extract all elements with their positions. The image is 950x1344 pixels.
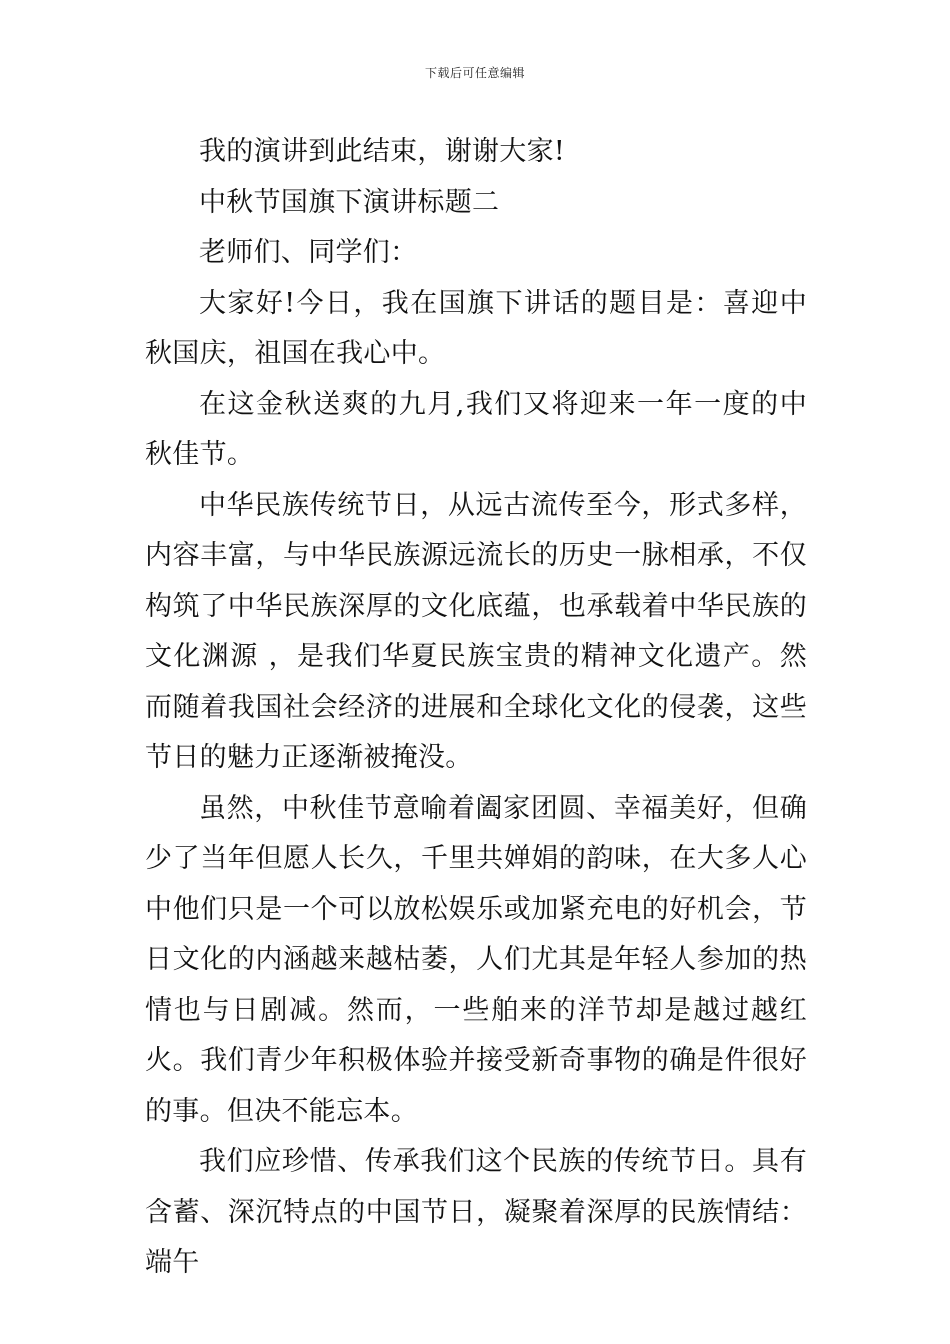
document-body <box>145 127 807 1289</box>
paragraph-greeting: 大家好!今日，我在国旗下讲话的题目是：喜迎中秋国庆，祖国在我心中。 <box>145 287 807 369</box>
paragraph-salutation: 老师们、同学们： <box>199 237 418 268</box>
paragraph-section-title: 中秋节国旗下演讲标题二 <box>199 186 500 218</box>
paragraph-mid-autumn: 在这金秋送爽的九月,我们又将迎来一年一度的中秋佳节。 <box>145 388 807 470</box>
paragraph-closing: 我的演讲到此结束，谢谢大家! <box>199 136 566 167</box>
paragraph-cherish-tradition: 我们应珍惜、传承我们这个民族的传统节日。具有含蓄、深沉特点的中国节日，凝聚着深厚的民族情结：端午 <box>145 1146 807 1278</box>
paragraph-festival-meaning: 虽然，中秋佳节意喻着阖家团圆、幸福美好，但确少了当年但愿人长久，千里共婵娟的韵味，在大多人心中他们只是一个可以放松娱乐或加紧充电的好机会，节日文化的内涵越来越枯萎，人们尤其是年轻人参加的热情也与日剧减。然而，一些舶来的洋节却是越过越红火。我们青少年积极体验并接受新奇事物的确是件很好的事。但决不能忘本。 <box>145 792 807 1127</box>
header-note: 下载后可任意编辑 <box>424 66 525 80</box>
paragraph-traditional-festivals: 中华民族传统节日，从远古流传至今，形式多样，内容丰富，与中华民族源远流长的历史一脉相承，不仅构筑了中华民族深厚的文化底蕴，也承载着中华民族的文化渊源 ，是我们华夏民族宝贵的精神文化遗产。然而随着我国社会经济的进展和全球化文化的侵袭，这些节日的魅力正逐渐被掩没。 <box>145 489 807 773</box>
